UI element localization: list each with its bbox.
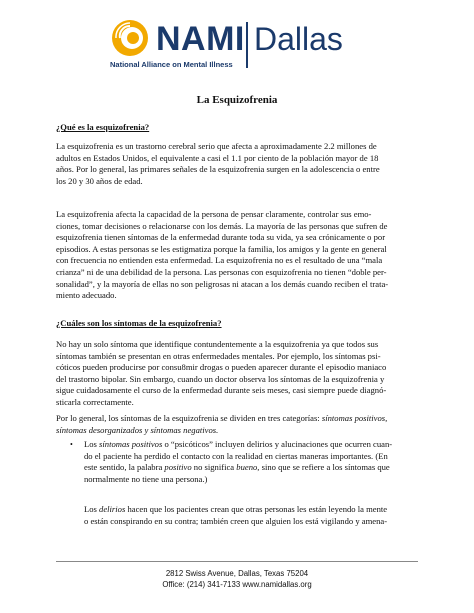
text-line: normalmente no tiene una persona.) (84, 473, 208, 484)
paragraph-effects (56, 209, 418, 302)
paragraph-intro (56, 141, 418, 187)
paragraph-delusions (84, 504, 420, 527)
italic-text: síntomas positivos, (321, 413, 388, 423)
section-heading-symptoms: ¿Cuáles son los síntomas de la esquizofrenia? (56, 318, 222, 328)
footer (0, 568, 474, 590)
footer-address: 2812 Swiss Avenue, Dallas, Texas 75204 (165, 569, 309, 578)
text-line: o están conspirando en su contra; también creen que alguien los está vigilando y amena- (84, 515, 388, 526)
logo-divider (246, 22, 248, 68)
text-line: adultos en Estados Unidos, el equivalente a casi el 1.1 por ciento de la población mayor de 18 (56, 152, 379, 163)
text-segment: Por lo general, los síntomas de la esquizofrenia se dividen en tres categorías: (56, 413, 322, 423)
text-line: No hay un solo síntoma que identifique contundentemente a la esquizofrenia ya que todos sus (56, 339, 379, 349)
section-heading-what-is: ¿Qué es la esquizofrenia? (56, 122, 150, 132)
text-segment: este sentido, la palabra (84, 462, 165, 473)
logo-tagline: National Alliance on Mental Illness (110, 60, 233, 69)
logo-city: Dallas (254, 21, 343, 57)
text-line: los 20 y 30 años de edad. (56, 175, 143, 186)
text-line: sigue cuidadosamente el curso de la enfermedad durante seis meses, casi siempre puede diagnó- (56, 385, 387, 396)
nami-sun-logo-icon (110, 18, 150, 58)
text-line: años. Por lo general, las primares señales de la esquizofrenia surgen en la adolescencia o entre (56, 164, 380, 175)
text-line: miento adecuado. (56, 290, 117, 301)
text-segment: no significa (191, 462, 237, 473)
document-title: La Esquizofrenia (196, 94, 278, 106)
logo-brand: NAMI (156, 20, 245, 58)
italic-text: síntomas desorganizados y síntomas negativos. (56, 424, 219, 435)
text-line: sticarla correctamente. (56, 396, 134, 407)
text-line: do el paciente ha perdido el contacto con la realidad en ciertas maneras importantes. (En (84, 450, 388, 461)
bullet-marker: • (70, 440, 73, 449)
text-line: episodios. A estas personas se les estigmatiza porque la familia, los amigos y la gente en general (56, 243, 387, 254)
text-line: cóticos pueden producirse por consu8mir drogas o pueden aparecer durante el episodio maniaco (56, 362, 387, 373)
italic-text: bueno (236, 462, 258, 473)
text-segment: hacen que los pacientes crean que otras personas les están leyendo la mente (125, 504, 388, 514)
text-segment: Los (84, 439, 100, 449)
paragraph-diagnosis (56, 339, 418, 409)
text-line: crianza” ni de una debilidad de la persona. Las personas con esquizofrenia no tienen “doble per- (56, 266, 387, 277)
text-line: esquizofrenia tienen síntomas de la enfermedad durante toda su vida, ya sea crónicamente o por (56, 232, 386, 243)
text-line: La esquizofrenia afecta la capacidad de la persona de pensar claramente, controlar sus emo- (56, 209, 372, 219)
text-segment: Los (84, 504, 100, 514)
text-line: ciones, tomar decisiones o relacionarse con los demás. La mayoría de las personas que sufren de (56, 220, 388, 231)
text-segment: o “psicóticos” incluyen delirios y alucinaciones que ocurren cuan- (162, 439, 393, 449)
footer-divider (56, 561, 418, 562)
text-line: síntomas también se presentan en otras enfermedades mentales. Por ejemplo, los síntomas psi- (56, 350, 381, 361)
bullet-positive-symptoms (84, 439, 420, 485)
italic-text: síntomas positivos (99, 439, 163, 449)
text-segment: , sino que se refiere a los síntomas que (257, 462, 390, 473)
paragraph-categories (56, 413, 418, 436)
italic-text: positivo (164, 462, 192, 473)
text-line: La esquizofrenia es un trastorno cerebral serio que afecta a aproximadamente 2.2 millones de (56, 141, 377, 151)
text-line: del trastorno bipolar. Sin embargo, cuando un doctor observa los síntomas de la esquizofrenia y (56, 373, 385, 384)
italic-text: delirios (99, 504, 126, 514)
nami-dallas-logo (110, 16, 364, 72)
text-line: con frecuencia no entienden esta enfermedad. La esquizofrenia no es el resultado de una “mala (56, 255, 383, 266)
footer-contact: Office: (214) 341-7133 www.namidallas.org (162, 580, 312, 589)
text-line: sonalidad”, y la mayoría de ellas no son peligrosas ni atacan a los demás cuando reciben el trata- (56, 278, 389, 289)
